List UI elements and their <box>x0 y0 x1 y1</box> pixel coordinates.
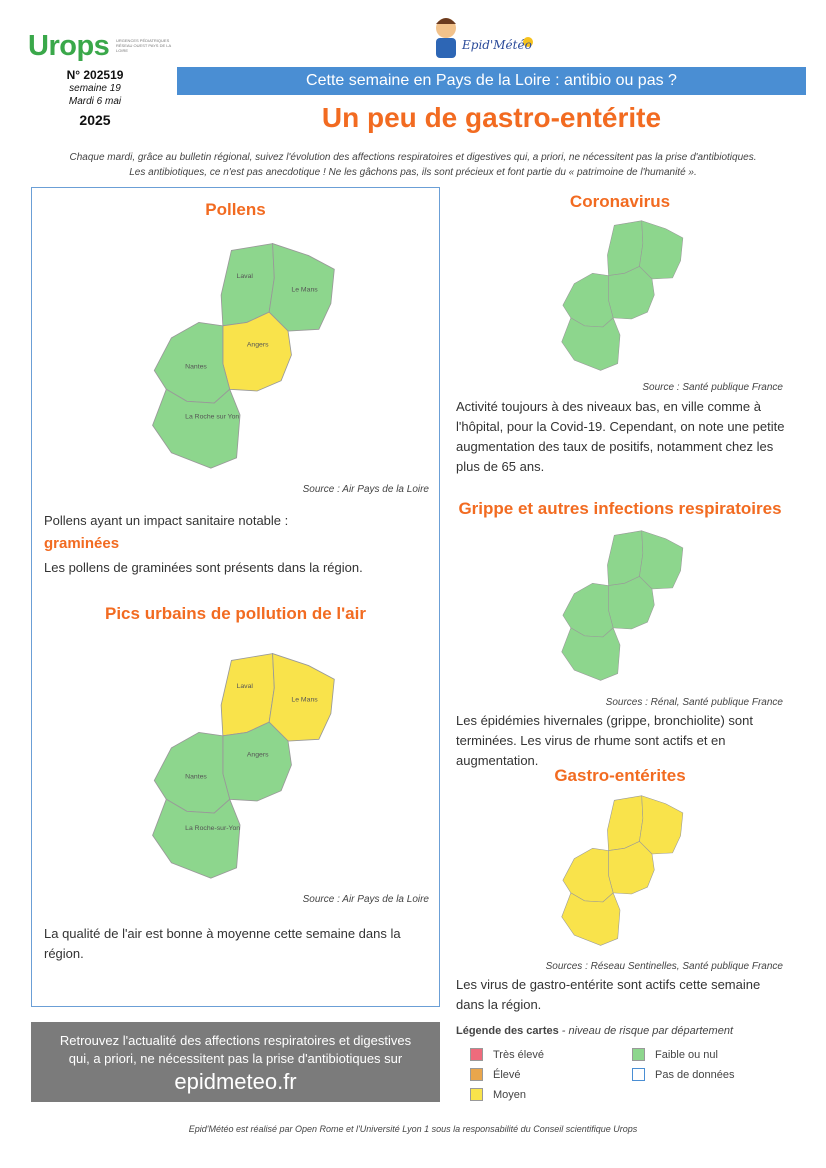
legend-item-eleve <box>470 1068 521 1081</box>
pollution-map-svg <box>100 645 380 885</box>
pollens-text: Les pollens de graminées sont présents dans la région. <box>44 560 363 575</box>
gastro-source: Sources : Réseau Sentinelles, Santé publique France <box>545 961 783 972</box>
footer-box <box>31 1022 440 1102</box>
city-angers: Angers <box>246 751 269 759</box>
legend-title <box>456 1025 733 1037</box>
legend-label: Pas de données <box>655 1068 735 1081</box>
legend-swatch-orange <box>470 1068 483 1081</box>
urops-logo: Urops <box>28 30 110 62</box>
mascot-body-icon <box>436 38 456 58</box>
intro-line-1: Chaque mardi, grâce au bulletin régional, suivez l'évolution des affections respiratoires et digestives qui, a priori, ne nécessitent pas la prise d'antibiotiques. <box>69 152 757 163</box>
epidmeteo-logo-text: Epid'Météo <box>462 38 532 52</box>
pollens-source: Source : Air Pays de la Loire <box>302 484 429 495</box>
grippe-title: Grippe et autres infections respiratoires <box>458 499 782 518</box>
intro-line-2: Les antibiotiques, ce n'est pas anecdotique ! Ne les gâchons pas, ils sont précieux et font partie du « patrimoine de l'humanité ». <box>129 167 697 178</box>
city-lemans: Le Mans <box>291 696 318 704</box>
legend-label: Moyen <box>493 1088 527 1101</box>
legend-label: Élevé <box>493 1068 521 1081</box>
footer-line-2: qui, a priori, ne nécessitent pas la prise d'antibiotiques sur <box>68 1051 403 1066</box>
gastro-title: Gastro-entérites <box>554 766 686 785</box>
legend-swatch-white <box>632 1068 645 1081</box>
pollution-map <box>100 645 380 885</box>
pollution-title: Pics urbains de pollution de l'air <box>105 604 366 623</box>
legend-item-nodata <box>632 1068 735 1081</box>
pollens-map <box>110 235 370 475</box>
city-laval: Laval <box>236 682 253 690</box>
legend-subtitle: - niveau de risque par département <box>561 1025 733 1037</box>
pollens-lead: Pollens ayant un impact sanitaire notable : <box>44 513 289 528</box>
issue-info <box>30 68 160 128</box>
issue-date: Mardi 6 mai <box>68 96 122 107</box>
legend-item-tres-eleve <box>470 1048 544 1061</box>
city-lemans: Le Mans <box>291 286 318 294</box>
dept-sarthe <box>639 531 682 589</box>
city-roche: La Roche sur Yon <box>185 413 240 421</box>
issue-number: N° 202519 <box>66 68 124 82</box>
dept-maine-et-loire <box>223 312 292 391</box>
legend-item-moyen <box>470 1088 526 1101</box>
issue-week: semaine 19 <box>69 83 121 94</box>
city-laval: Laval <box>236 272 253 280</box>
coronavirus-title: Coronavirus <box>569 192 671 211</box>
dept-maine-et-loire <box>609 576 655 629</box>
dept-sarthe <box>639 796 682 854</box>
city-nantes: Nantes <box>185 773 207 781</box>
headline: Un peu de gastro-entérite <box>321 102 662 133</box>
pollens-map-svg <box>110 235 370 475</box>
credit-line: Epid'Météo est réalisé par Open Rome et l'Université Lyon 1 sous la responsabilité du Conseil scientifique Urops <box>188 1124 638 1134</box>
legend-swatch-yellow <box>470 1088 483 1101</box>
legend-label: Faible ou nul <box>655 1048 718 1061</box>
issue-year: 2025 <box>79 112 111 128</box>
pollens-title: Pollens <box>205 200 266 219</box>
pollens-highlight: graminées <box>44 535 120 552</box>
footer-line-1: Retrouvez l'actualité des affections respiratoires et digestives <box>59 1033 412 1048</box>
grippe-source: Sources : Rénal, Santé publique France <box>605 697 783 708</box>
dept-maine-et-loire <box>223 722 292 801</box>
gastro-text: Les virus de gastro-entérite sont actifs cette semaine dans la région. <box>456 977 761 1012</box>
footer-url[interactable]: epidmeteo.fr <box>174 1069 297 1094</box>
grippe-text: Les épidémies hivernales (grippe, bronchiolite) sont terminées. Les virus de rhume sont actifs et en augmentation. <box>456 713 753 768</box>
intro-text <box>20 150 806 180</box>
legend-label: Très élevé <box>493 1048 544 1061</box>
legend-item-faible <box>632 1048 718 1061</box>
urops-tagline: URGENCES PÉDIATRIQUES RÉSEAU OUEST PAYS DE LA LOIRE <box>116 38 171 53</box>
city-roche: La Roche-sur-Yon <box>185 825 241 833</box>
dept-maine-et-loire <box>609 841 655 894</box>
city-nantes: Nantes <box>185 363 207 371</box>
coronavirus-source: Source : Santé publique France <box>642 382 783 393</box>
legend-swatch-green <box>632 1048 645 1061</box>
dept-sarthe <box>639 221 682 279</box>
coronavirus-text: Activité toujours à des niveaux bas, en ville comme à l'hôpital, pour la Covid-19. Cependant, on note une petite augmentation des taux de positifs, notamment chez les plus de 65 ans. <box>456 399 785 474</box>
legend-swatch-red <box>470 1048 483 1061</box>
pollution-source: Source : Air Pays de la Loire <box>302 894 429 905</box>
city-angers: Angers <box>246 341 269 349</box>
grippe-map <box>530 525 710 685</box>
title-banner: Cette semaine en Pays de la Loire : antibio ou pas ? <box>177 67 806 95</box>
dept-maine-et-loire <box>609 266 655 319</box>
pollution-text: La qualité de l'air est bonne à moyenne cette semaine dans la région. <box>44 926 401 961</box>
legend-title-main: Légende des cartes <box>456 1025 559 1037</box>
gastro-map <box>530 790 710 950</box>
coronavirus-map <box>530 215 710 375</box>
